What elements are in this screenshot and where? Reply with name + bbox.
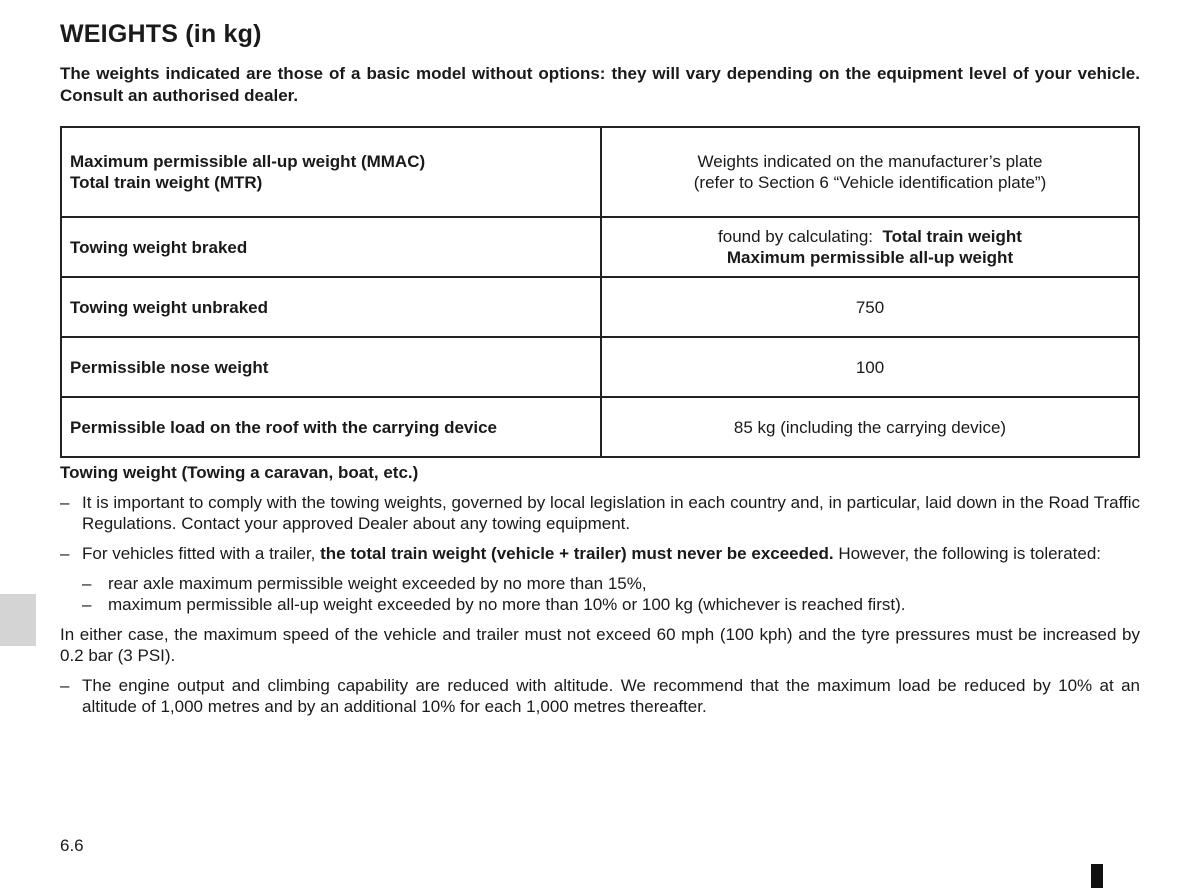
row-value [601,127,1139,217]
list-item [60,675,1140,717]
row-value: 100 [601,337,1139,397]
item-text: rear axle maximum permissible weight exceeded by no more than 15%, [108,574,647,593]
item-text-suffix: However, the following is tolerated: [838,544,1102,563]
value-total-train-weight: Total train weight [882,227,1022,246]
value-prefix: found by calculating: [718,227,874,246]
list-item [82,594,1140,615]
dash-marker: – [60,493,70,512]
page-number: 6.6 [60,836,84,855]
row-value: 750 [601,277,1139,337]
value-max-allup-weight: Maximum permissible all-up weight [726,248,1014,267]
list-item [82,573,1140,594]
table-row [61,397,1139,457]
row-label: Permissible nose weight [61,337,601,397]
label-mtr: Total train weight (MTR) [70,173,263,192]
dash-marker: – [60,676,70,695]
row-value: 85 kg (including the carrying device) [601,397,1139,457]
tolerance-list [82,573,1140,615]
item-text-bold: the total train weight (vehicle + trailer) must never be exceeded. [320,544,834,563]
row-label: Towing weight unbraked [61,277,601,337]
row-value [601,217,1139,277]
list-item [60,492,1140,534]
weights-table [60,126,1140,458]
speed-paragraph: In either case, the maximum speed of the vehicle and trailer must not exceed 60 mph (100 kph) and the tyre pressures must be increased by 0.2 bar (3 PSI). [60,625,1140,665]
corner-mark [1091,864,1103,888]
item-text: maximum permissible all-up weight exceeded by no more than 10% or 100 kg (whichever is reached first). [108,595,906,614]
value-plate-line1: Weights indicated on the manufacturer’s plate [697,152,1043,171]
item-text: It is important to comply with the towing weights, governed by local legislation in each country and, in particular, laid down in the Road Traffic Regulations. Contact your approved Dealer about any towing equipment. [82,493,1140,533]
label-mmac: Maximum permissible all-up weight (MMAC) [70,152,426,171]
item-text: The engine output and climbing capability are reduced with altitude. We recommend that the maximum load be reduced by 10% at an altitude of 1,000 metres and by an additional 10% for each 1,000 metres thereafter. [82,676,1140,716]
row-label [61,127,601,217]
section-side-tab [0,594,36,646]
towing-notes [60,462,1140,726]
dash-marker: – [82,595,92,614]
row-label: Permissible load on the roof with the carrying device [61,397,601,457]
item-text-prefix: For vehicles fitted with a trailer, [82,544,316,563]
table-row [61,277,1139,337]
table-row [61,127,1139,217]
intro-paragraph: The weights indicated are those of a basic model without options: they will vary depending on the equipment level of your vehicle. Consult an authorised dealer. [60,64,1140,105]
dash-marker: – [60,544,70,563]
dash-marker: – [82,574,92,593]
list-item [60,543,1140,564]
table-row [61,337,1139,397]
towing-subheading: Towing weight (Towing a caravan, boat, etc.) [60,463,419,482]
value-plate-line2: (refer to Section 6 “Vehicle identification plate”) [693,173,1047,192]
row-label: Towing weight braked [61,217,601,277]
page-title: WEIGHTS (in kg) [60,20,262,48]
table-row [61,217,1139,277]
